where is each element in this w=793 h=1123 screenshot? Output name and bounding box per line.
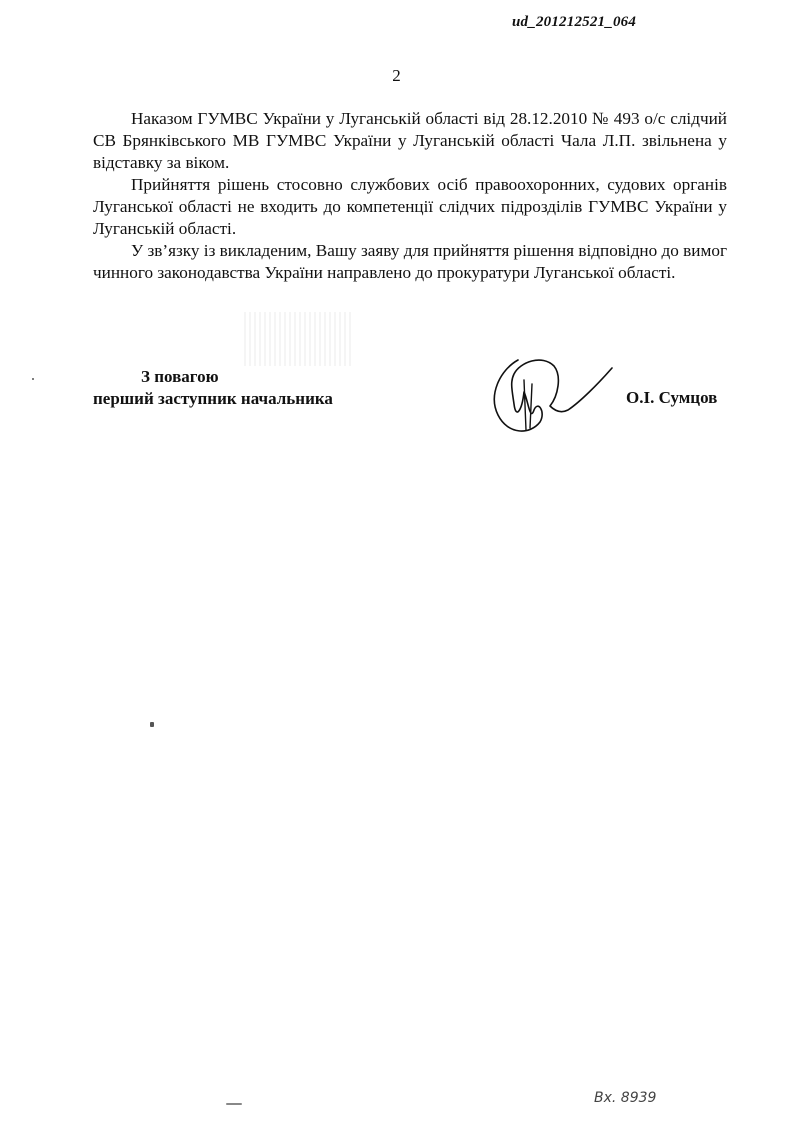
handwritten-signature <box>480 340 620 445</box>
signer-position: перший заступник начальника <box>93 389 333 408</box>
faded-stamp-mark <box>244 312 354 366</box>
closing-greeting: З повагою <box>141 367 219 386</box>
paragraph-competence: Прийняття рішень стосовно службових осіб правоохоронних, судових органів Луганської області не входить до компетенції слідчих підрозділів ГУМВС України у Луганській області. <box>93 175 727 238</box>
paragraph-referral: У зв’язку із викладеним, Вашу заяву для прийняття рішення відповідно до вимог чинного законодавства України направлено до прокуратури Луганської області. <box>93 241 727 282</box>
scan-speck <box>32 378 34 380</box>
document-id-stamp: ud_201212521_064 <box>512 14 637 30</box>
paragraph-order: Наказом ГУМВС України у Луганській області від 28.12.2010 № 493 о/с слідчий СВ Брянківського МВ ГУМВС України у Луганській області Чала Л.П. звільнена у відставку за віком. <box>93 109 727 172</box>
page-number: 2 <box>392 66 401 85</box>
scan-speck <box>226 1103 242 1105</box>
closing-block <box>93 366 333 410</box>
scan-speck <box>150 722 154 727</box>
handwritten-registration-note: Вх. 8939 <box>594 1090 657 1106</box>
signer-name: О.І. Сумцов <box>626 388 718 407</box>
letter-body <box>93 108 727 284</box>
